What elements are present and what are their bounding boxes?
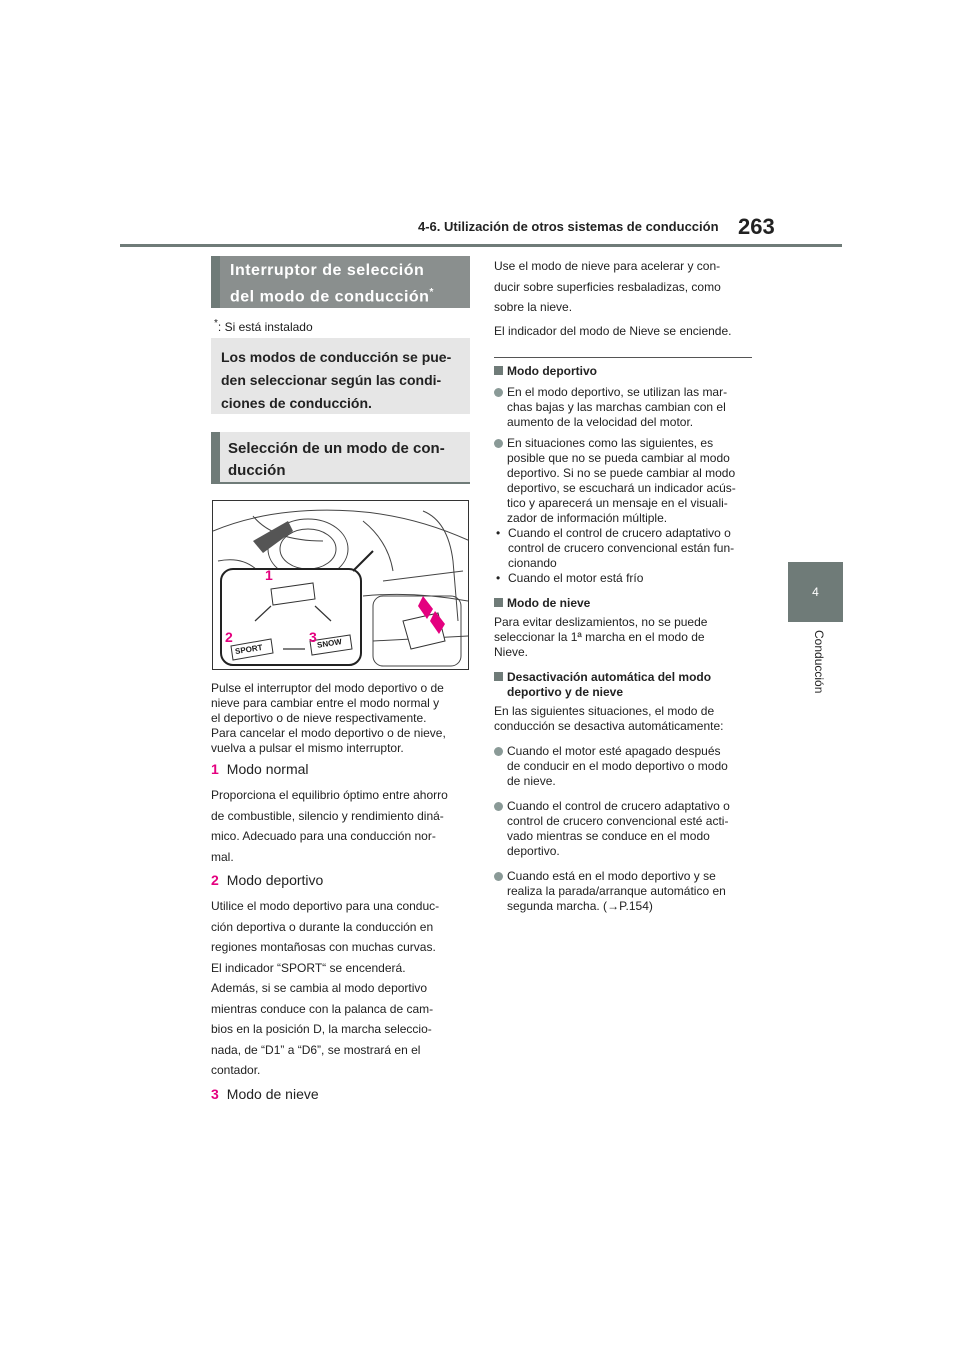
item-heading-normal bbox=[211, 762, 473, 777]
dash-item bbox=[494, 571, 756, 586]
asterisk-mark: * bbox=[429, 287, 434, 298]
right-body bbox=[494, 256, 756, 914]
body-line: Cuando el motor está frío bbox=[508, 571, 644, 585]
body-line: mico. Adecuado para una conducción nor- bbox=[211, 829, 436, 843]
body-line: El indicador “SPORT“ se encenderá. bbox=[211, 960, 406, 975]
square-bullet-icon bbox=[494, 598, 503, 607]
round-bullet-icon bbox=[494, 802, 503, 811]
body-line: Proporciona el equilibrio óptimo entre ahorro bbox=[211, 788, 448, 802]
item-number: 3 bbox=[211, 1085, 219, 1102]
body-line: deportivo. Si no se puede cambiar al modo bbox=[507, 466, 736, 480]
divider bbox=[494, 357, 752, 358]
body-line: control de crucero convencional esté acti- bbox=[507, 814, 729, 828]
section-title: 4-6. Utilización de otros sistemas de conducción bbox=[418, 219, 719, 234]
body-line: control de crucero convencional están fun- bbox=[508, 541, 735, 555]
left-body bbox=[211, 681, 473, 1110]
body-line: mientras conduce con la palanca de cam- bbox=[211, 1001, 434, 1016]
intro-line: el deportivo o de nieve respectivamente. bbox=[211, 711, 427, 725]
sport-heading-text: Modo deportivo bbox=[507, 364, 597, 378]
snow-key-label: SNOW bbox=[316, 637, 343, 650]
body-line: Cuando el control de crucero adaptativo o bbox=[508, 526, 731, 540]
item-title: Modo deportivo bbox=[226, 872, 324, 888]
round-bullet-icon bbox=[494, 439, 503, 448]
item-heading-snow bbox=[211, 1087, 473, 1102]
body-line: conducción se desactiva automáticamente: bbox=[494, 719, 724, 733]
body-line: zador de información múltiple. bbox=[507, 511, 668, 525]
sport-heading bbox=[494, 364, 756, 379]
list-item bbox=[494, 744, 756, 789]
body-line: seleccionar la 1ª marcha en el modo de bbox=[494, 630, 705, 644]
body-line: nada, de “D1” a “D6”, se mostrará en el bbox=[211, 1042, 421, 1057]
item-title: Modo normal bbox=[226, 761, 309, 777]
square-bullet-icon bbox=[494, 672, 503, 681]
square-bullet-icon bbox=[494, 366, 503, 375]
section-heading-line1: Interruptor de selección bbox=[230, 262, 425, 279]
body-line: tico y aparecerá un mensaje en el visuali- bbox=[507, 496, 728, 510]
body-line: Nieve. bbox=[494, 645, 529, 659]
intro-line: nieve para cambiar entre el modo normal y bbox=[211, 696, 440, 710]
body-line: contador. bbox=[211, 1063, 261, 1077]
illus-label-2: 2 bbox=[225, 629, 233, 645]
intro-line: Para cancelar el modo deportivo o de nieve, bbox=[211, 726, 446, 740]
auto-off-heading bbox=[494, 670, 756, 700]
chapter-tab: 4 bbox=[788, 562, 843, 622]
illus-label-1: 1 bbox=[265, 567, 273, 583]
item-number: 1 bbox=[211, 761, 219, 777]
body-line: Utilice el modo deportivo para una conduc- bbox=[211, 899, 440, 913]
body-line: deportivo, se escuchará un indicador acús- bbox=[507, 481, 736, 495]
body-line: Para evitar deslizamientos, no se puede bbox=[494, 615, 708, 629]
subsection-heading-line: ducción bbox=[228, 462, 286, 479]
body-line: chas bajas y las marchas cambian con el bbox=[507, 400, 726, 414]
section-heading bbox=[211, 256, 470, 308]
list-item bbox=[494, 385, 756, 430]
body-line: regiones montañosas con muchas curvas. bbox=[211, 940, 436, 954]
body-line: ducir sobre superficies resbaladizas, como bbox=[494, 279, 721, 294]
round-bullet-icon bbox=[494, 388, 503, 397]
body-line: En situaciones como las siguientes, es bbox=[507, 436, 714, 450]
drive-mode-illustration bbox=[212, 500, 469, 670]
page-reference-link[interactable]: P.154) bbox=[619, 899, 653, 913]
chapter-label: Conducción bbox=[812, 630, 826, 694]
dash-mark: • bbox=[496, 526, 501, 540]
item-number: 2 bbox=[211, 872, 219, 888]
lead-line: Los modos de conducción se pue- bbox=[221, 349, 452, 365]
sport-key-label: SPORT bbox=[234, 642, 264, 657]
lead-line: ciones de conducción. bbox=[221, 395, 372, 411]
list-item bbox=[494, 799, 756, 859]
arrow-icon: → bbox=[607, 899, 620, 913]
body-line: El indicador del modo de Nieve se enciende. bbox=[494, 323, 732, 338]
item-title: Modo de nieve bbox=[226, 1085, 319, 1102]
body-line: de combustible, silencio y rendimiento diná- bbox=[211, 808, 444, 823]
footnote bbox=[214, 318, 313, 334]
auto-off-heading-text: deportivo y de nieve bbox=[507, 685, 624, 699]
subsection-heading bbox=[211, 432, 470, 484]
body-line: ción deportiva o durante la conducción en bbox=[211, 919, 434, 934]
body-line: En las siguientes situaciones, el modo de bbox=[494, 704, 715, 718]
body-line: mal. bbox=[211, 849, 234, 864]
list-item bbox=[494, 869, 756, 914]
lead-line: den seleccionar según las condi- bbox=[221, 372, 442, 388]
body-line bbox=[507, 899, 756, 914]
body-line: deportivo. bbox=[507, 844, 560, 858]
body-line: de nieve. bbox=[507, 774, 556, 788]
page-number: 263 bbox=[738, 214, 775, 239]
footnote-text: : Si está instalado bbox=[217, 320, 313, 334]
section-heading-line2 bbox=[230, 282, 460, 308]
round-bullet-icon bbox=[494, 747, 503, 756]
subsection-heading-line: Selección de un modo de con- bbox=[228, 440, 445, 457]
body-line: bios en la posición D, la marcha seleccio- bbox=[211, 1022, 432, 1036]
header-rule bbox=[120, 244, 842, 247]
body-line: de conducir en el modo deportivo o modo bbox=[507, 759, 728, 773]
lead-box bbox=[211, 338, 470, 414]
body-line: posible que no se pueda cambiar al modo bbox=[507, 451, 730, 465]
round-bullet-icon bbox=[494, 872, 503, 881]
footnote-mark: * bbox=[214, 318, 218, 329]
intro-line: Pulse el interruptor del modo deportivo o de bbox=[211, 681, 444, 695]
body-line: Use el modo de nieve para acelerar y con- bbox=[494, 259, 721, 273]
body-line: vado mientras se conduce en el modo bbox=[507, 829, 710, 843]
body-line: Cuando está en el modo deportivo y se bbox=[507, 869, 716, 883]
body-line: Cuando el control de crucero adaptativo o bbox=[507, 799, 730, 813]
body-line: realiza la parada/arranque automático en bbox=[507, 884, 726, 898]
body-line: sobre la nieve. bbox=[494, 300, 573, 314]
snow-heading bbox=[494, 596, 756, 611]
body-text: segunda marcha. ( bbox=[507, 899, 608, 913]
illus-label-3: 3 bbox=[309, 629, 317, 645]
body-line: Cuando el motor esté apagado después bbox=[507, 744, 721, 758]
section-heading-text: del modo de conducción bbox=[230, 288, 430, 306]
auto-off-heading-text: Desactivación automática del modo bbox=[507, 670, 712, 684]
body-line: cionando bbox=[508, 556, 557, 570]
body-line: Además, si se cambia al modo deportivo bbox=[211, 981, 428, 995]
intro-line: vuelva a pulsar el mismo interruptor. bbox=[211, 741, 404, 755]
dash-mark: • bbox=[496, 571, 501, 585]
dash-item bbox=[494, 526, 756, 571]
snow-heading-text: Modo de nieve bbox=[507, 596, 591, 610]
list-item bbox=[494, 436, 756, 526]
body-line: aumento de la velocidad del motor. bbox=[507, 415, 694, 429]
item-heading-sport bbox=[211, 873, 473, 888]
body-line: En el modo deportivo, se utilizan las mar- bbox=[507, 385, 728, 399]
